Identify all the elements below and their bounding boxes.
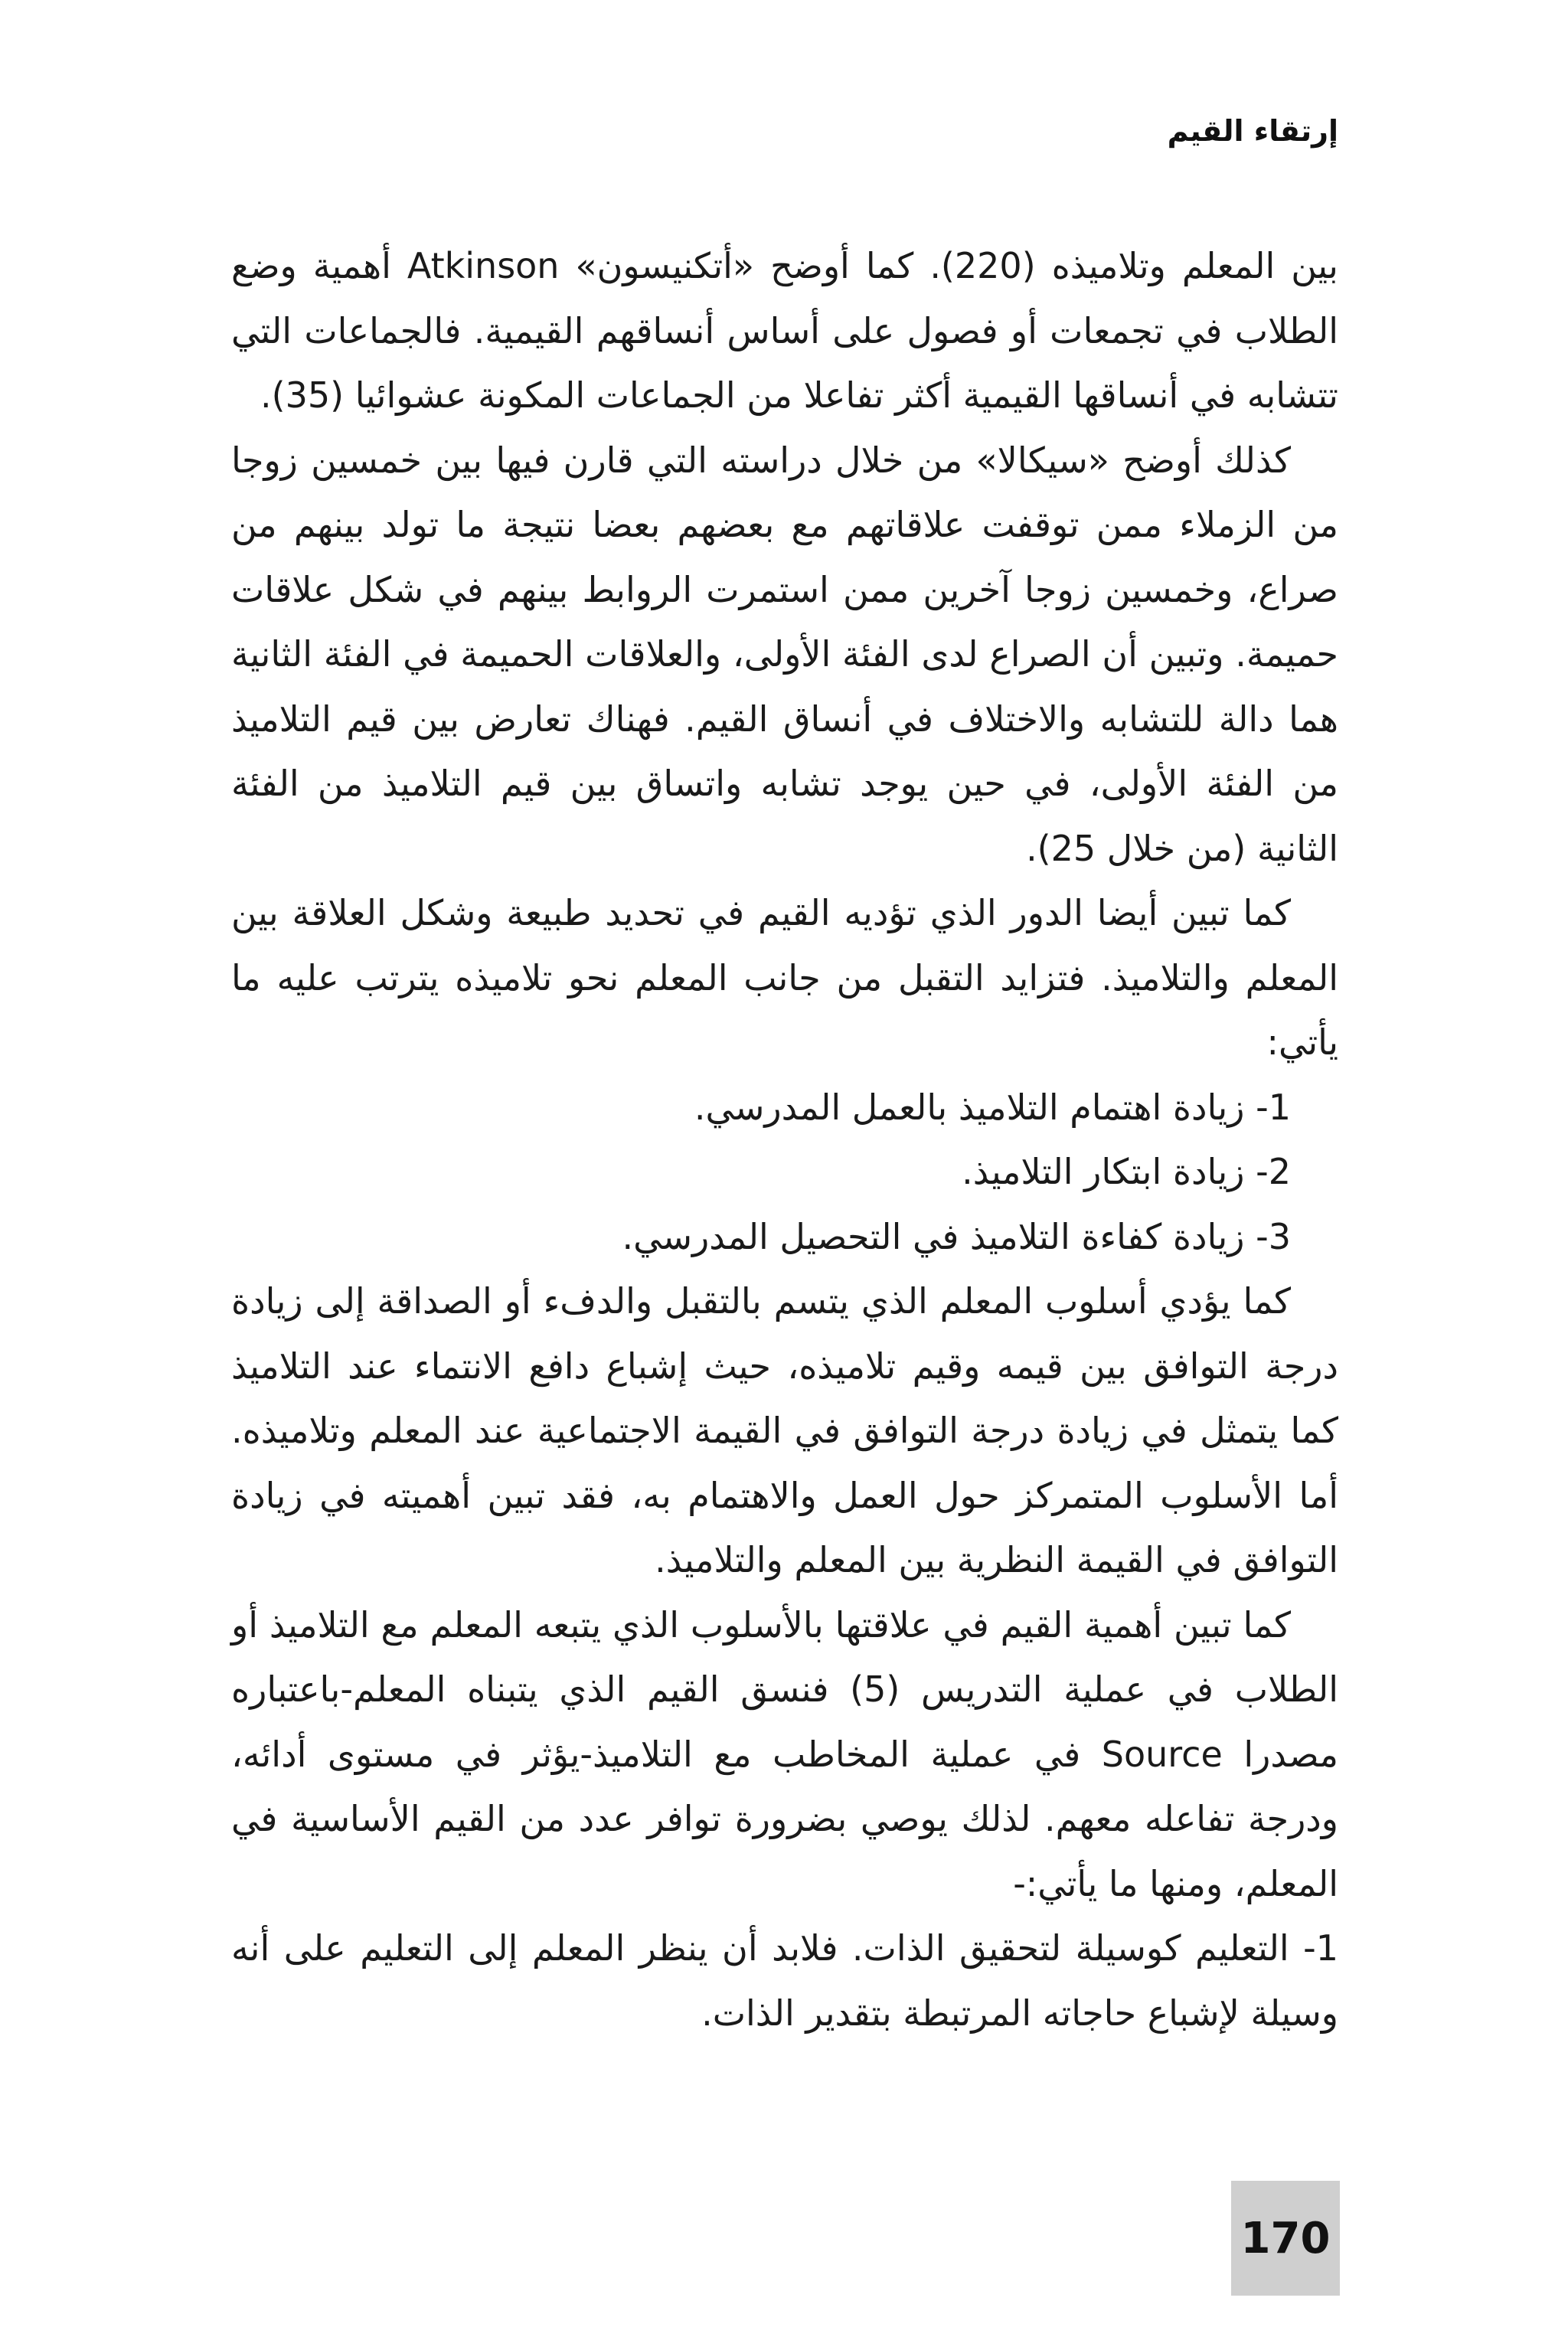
body-text — [231, 234, 1338, 2045]
paragraph-1: بين المعلم وتلاميذه (220). كما أوضح «أتكنيسون» Atkinson أهمية وضع الطلاب في تجمعات أو فصول على أساس أنساقهم القيمية. فالجماعات التي تتشابه في أنساقها القيمية أكثر تفاعلا من الجماعات المكونة عشوائيا (35). — [231, 245, 1338, 416]
list-item-3: 3- زيادة كفاءة التلاميذ في التحصيل المدرسي. — [622, 1215, 1291, 1257]
paragraph-6: 1- التعليم كوسيلة لتحقيق الذات. فلابد أن ينظر المعلم إلى التعليم على أنه وسيلة لإشباع حاجاته المرتبطة بتقدير الذات. — [231, 1927, 1338, 2034]
paragraph-3: كما تبين أيضا الدور الذي تؤديه القيم في تحديد طبيعة وشكل العلاقة بين المعلم والتلاميذ. فتزايد التقبل من جانب المعلم نحو تلاميذه يترتب عليه ما يأتي: — [231, 892, 1338, 1063]
page-number-box — [1231, 2181, 1340, 2296]
paragraph-5: كما تبين أهمية القيم في علاقتها بالأسلوب الذي يتبعه المعلم مع التلاميذ أو الطلاب في عملية التدريس (5) فنسق القيم الذي يتبناه المعلم-باعتباره مصدرا Source في عملية المخاطب مع التلاميذ-يؤثر في مستوى أدائه، ودرجة تفاعله معهم. لذلك يوصي بضرورة توافر عدد من القيم الأساسية في المعلم، ومنها ما يأتي:- — [231, 1603, 1338, 1904]
page-number: 170 — [1240, 2213, 1331, 2263]
list-item-2: 2- زيادة ابتكار التلاميذ. — [962, 1151, 1291, 1192]
list-item-1: 1- زيادة اهتمام التلاميذ بالعمل المدرسي. — [694, 1086, 1291, 1128]
paragraph-2: كذلك أوضح «سيكالا» من خلال دراسته التي قارن فيها بين خمسين زوجا من الزملاء ممن توقفت علاقاتهم مع بعضهم بعضا نتيجة ما تولد بينهم من صراع، وخمسين زوجا آخرين ممن استمرت الروابط بينهم في شكل علاقات حميمة. وتبين أن الصراع لدى الفئة الأولى، والعلاقات الحميمة في الفئة الثانية هما دالة للتشابه والاختلاف في أنساق القيم. فهناك تعارض بين قيم التلاميذ من الفئة الأولى، في حين يوجد تشابه واتساق بين قيم التلاميذ من الفئة الثانية (من خلال 25). — [231, 439, 1338, 869]
running-header: إرتقاء القيم — [1167, 114, 1338, 148]
paragraph-4: كما يؤدي أسلوب المعلم الذي يتسم بالتقبل والدفء أو الصداقة إلى زيادة درجة التوافق بين قيمه وقيم تلاميذه، حيث إشباع دافع الانتماء عند التلاميذ كما يتمثل في زيادة درجة التوافق في القيمة الاجتماعية عند المعلم وتلاميذه. أما الأسلوب المتمركز حول العمل والاهتمام به، فقد تبين أهميته في زيادة التوافق في القيمة النظرية بين المعلم والتلاميذ. — [231, 1280, 1338, 1580]
